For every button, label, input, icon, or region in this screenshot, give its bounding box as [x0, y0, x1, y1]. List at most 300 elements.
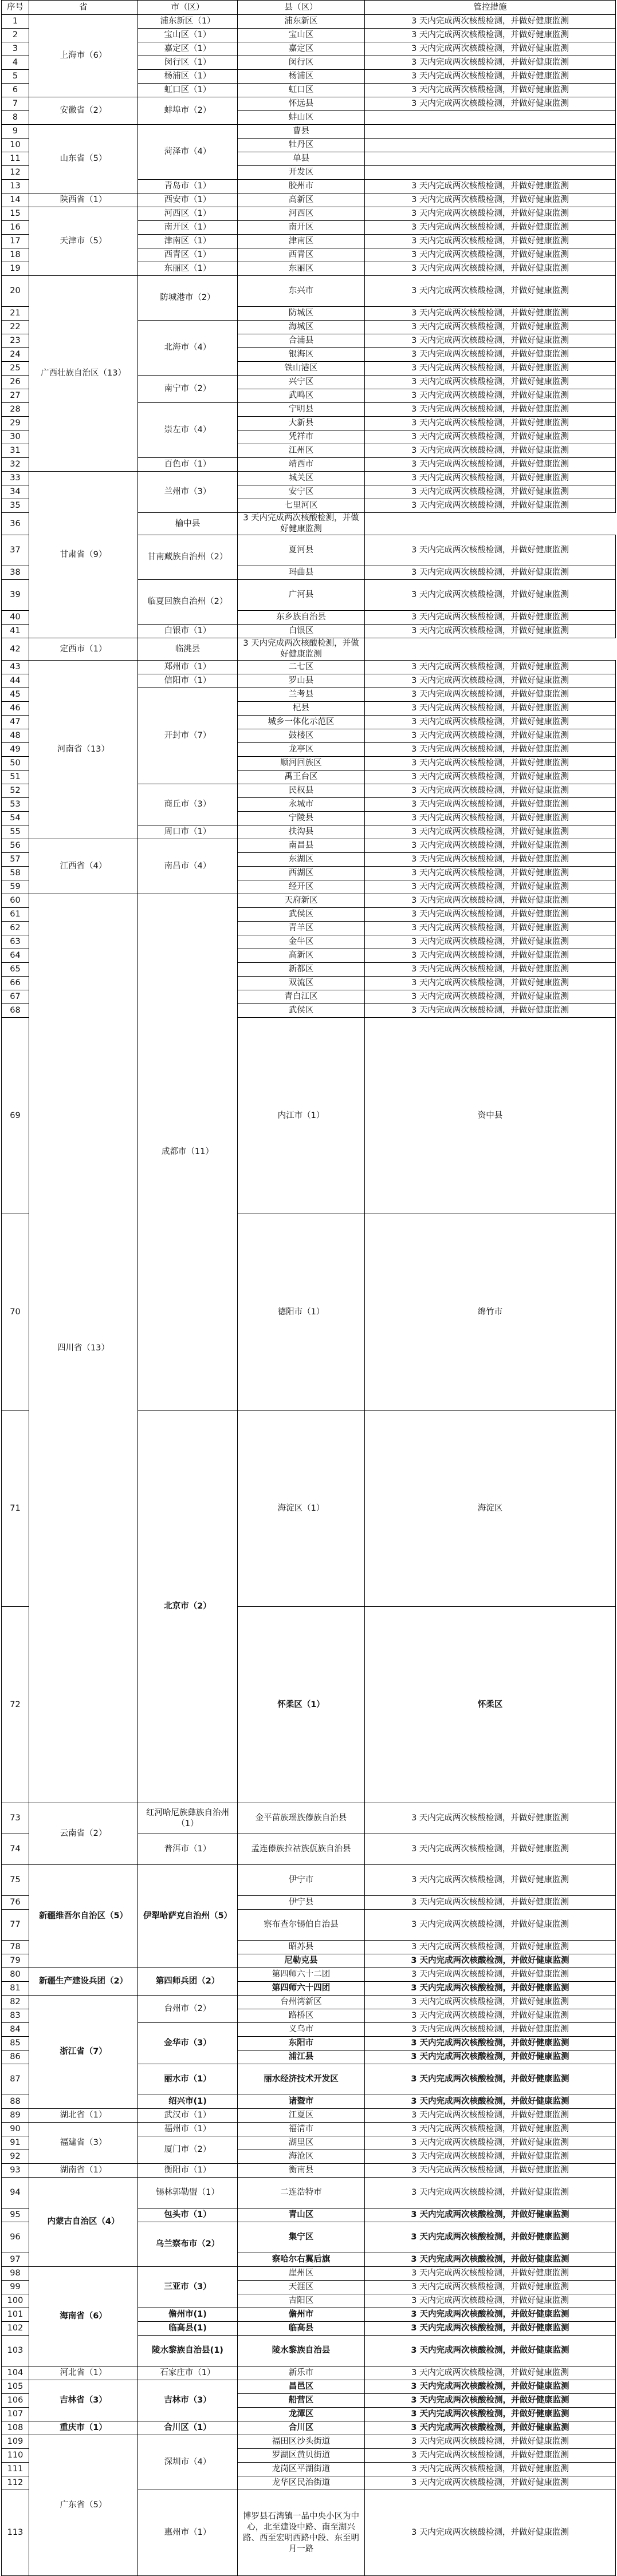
- table-cell: 东丽区（1）: [138, 262, 238, 276]
- table-cell: 3 天内完成两次核酸检测，并做好健康监测: [365, 321, 616, 334]
- row-index-cell: 91: [2, 2136, 29, 2150]
- table-cell: 3 天内完成两次核酸检测，并做好健康监测: [365, 757, 616, 771]
- row-index-cell: 62: [2, 922, 29, 935]
- table-cell: 3 天内完成两次核酸检测，并做好健康监测: [365, 2136, 616, 2150]
- row-index-cell: 76: [2, 1896, 29, 1910]
- row-index-cell: 42: [2, 638, 29, 661]
- row-index-cell: 56: [2, 839, 29, 853]
- table-cell: 七里河区: [238, 499, 365, 513]
- row-index-cell: 93: [2, 2164, 29, 2178]
- table-cell: 青白江区: [238, 990, 365, 1004]
- table-cell: 宁陵县: [238, 812, 365, 825]
- row-index-cell: 109: [2, 2435, 29, 2449]
- table-cell: 武侯区: [238, 1004, 365, 1018]
- table-cell: 合浦县: [238, 334, 365, 348]
- table-row: [2, 2178, 616, 2208]
- row-index-cell: 102: [2, 2322, 29, 2336]
- table-cell: [365, 125, 616, 139]
- table-cell: 青岛市（1）: [138, 180, 238, 193]
- row-index-cell: 49: [2, 743, 29, 757]
- table-row: [2, 125, 616, 139]
- table-cell: 定西市（1）: [29, 638, 138, 661]
- table-cell: 3 天内完成两次核酸检测，并做好健康监测: [365, 334, 616, 348]
- table-cell: 湖北省（1）: [29, 2109, 138, 2123]
- row-index-cell: 40: [2, 611, 29, 625]
- table-cell: 3 天内完成两次核酸检测，并做好健康监测: [365, 307, 616, 321]
- table-cell: 防城港市（2）: [138, 276, 238, 321]
- table-cell: 郑州市（1）: [138, 661, 238, 674]
- table-cell: 临夏回族自治州（2）: [138, 580, 238, 625]
- table-cell: 伊犁哈萨克自治州（5）: [138, 1865, 238, 1968]
- table-cell: 3 天内完成两次核酸检测，并做好健康监测: [365, 2064, 616, 2095]
- table-row: [2, 638, 616, 661]
- table-cell: 兴宁区: [238, 376, 365, 389]
- table-row: [2, 661, 616, 674]
- row-index-cell: 108: [2, 2421, 29, 2435]
- table-cell: 3 天内完成两次核酸检测，并做好健康监测: [365, 2281, 616, 2294]
- row-index-cell: 14: [2, 193, 29, 207]
- table-cell: 3 天内完成两次核酸检测，并做好健康监测: [365, 2009, 616, 2023]
- row-index-cell: 104: [2, 2366, 29, 2380]
- row-index-cell: 20: [2, 276, 29, 307]
- table-cell: 福建省（3）: [29, 2123, 138, 2164]
- row-index-cell: 72: [2, 1607, 29, 1803]
- table-cell: 龙岗区平湖街道: [238, 2463, 365, 2476]
- row-index-cell: 29: [2, 417, 29, 430]
- header-county: 县（区）: [238, 1, 365, 15]
- table-cell: 3 天内完成两次核酸检测，并做好健康监测: [365, 611, 616, 625]
- table-cell: 3 天内完成两次核酸检测，并做好健康监测: [365, 221, 616, 235]
- table-cell: 合川区（1）: [138, 2421, 238, 2435]
- table-cell: 怀柔区: [365, 1607, 616, 1803]
- row-index-cell: 30: [2, 430, 29, 444]
- table-cell: 察哈尔右翼后旗: [238, 2253, 365, 2267]
- table-cell: 红河哈尼族彝族自治州（1）: [138, 1803, 238, 1834]
- table-cell: 宝山区（1）: [138, 29, 238, 42]
- row-index-cell: 113: [2, 2490, 29, 2576]
- table-cell: 临洮县: [138, 638, 238, 661]
- table-cell: 南宁市（2）: [138, 376, 238, 403]
- table-cell: 防城区: [238, 307, 365, 321]
- table-row: [2, 1968, 616, 1982]
- table-cell: 海淀区（1）: [238, 1411, 365, 1607]
- table-cell: 3 天内完成两次核酸检测，并做好健康监测: [365, 2308, 616, 2322]
- row-index-cell: 95: [2, 2208, 29, 2222]
- table-cell: 河西区: [238, 207, 365, 221]
- table-cell: 3 天内完成两次核酸检测，并做好健康监测: [365, 922, 616, 935]
- table-row: [2, 193, 616, 207]
- table-cell: 合川区: [238, 2421, 365, 2435]
- table-cell: 3 天内完成两次核酸检测，并做好健康监测: [365, 2208, 616, 2222]
- table-cell: 罗湖区黄贝街道: [238, 2449, 365, 2463]
- table-cell: 3 天内完成两次核酸检测，并做好健康监测: [365, 674, 616, 688]
- table-cell: 城乡一体化示范区: [238, 716, 365, 729]
- row-index-cell: 32: [2, 458, 29, 472]
- table-cell: 云南省（2）: [29, 1803, 138, 1865]
- table-cell: 3 天内完成两次核酸检测，并做好健康监测: [365, 688, 616, 702]
- row-index-cell: 46: [2, 702, 29, 716]
- table-cell: 3 天内完成两次核酸检测，并做好健康监测: [365, 70, 616, 84]
- table-cell: 浦东新区: [238, 15, 365, 29]
- header-city: 市（区）: [138, 1, 238, 15]
- table-cell: 吉阳区: [238, 2294, 365, 2308]
- table-cell: 3 天内完成两次核酸检测，并做好健康监测: [365, 2380, 616, 2394]
- table-cell: 玛曲县: [238, 566, 365, 580]
- table-cell: 罗山县: [238, 674, 365, 688]
- table-cell: 临高县(1): [138, 2322, 238, 2336]
- table-cell: 3 天内完成两次核酸检测，并做好健康监测: [365, 2449, 616, 2463]
- table-cell: 杨浦区（1）: [138, 70, 238, 84]
- row-index-cell: 105: [2, 2380, 29, 2394]
- table-cell: 扶沟县: [238, 825, 365, 839]
- row-index-cell: 22: [2, 321, 29, 334]
- table-cell: 3 天内完成两次核酸检测，并做好健康监测: [365, 2463, 616, 2476]
- table-cell: 惠州市（1）: [138, 2490, 238, 2576]
- table-cell: 福田区沙头街道: [238, 2435, 365, 2449]
- table-cell: 3 天内完成两次核酸检测，并做好健康监测: [365, 2294, 616, 2308]
- table-cell: 3 天内完成两次核酸检测，并做好健康监测: [365, 2178, 616, 2208]
- row-index-cell: 31: [2, 444, 29, 458]
- table-cell: 丽水经济技术开发区: [238, 2064, 365, 2095]
- row-index-cell: 54: [2, 812, 29, 825]
- table-cell: 兰考县: [238, 688, 365, 702]
- table-cell: 武汉市（1）: [138, 2109, 238, 2123]
- table-cell: 榆中县: [138, 513, 238, 535]
- row-index-cell: 25: [2, 362, 29, 376]
- table-cell: 嘉定区（1）: [138, 42, 238, 56]
- table-cell: 四川省（13）: [29, 894, 138, 1803]
- table-cell: 海南省（6）: [29, 2267, 138, 2366]
- table-cell: 新疆生产建设兵团（2）: [29, 1968, 138, 1996]
- table-cell: 3 天内完成两次核酸检测，并做好健康监测: [365, 84, 616, 97]
- table-cell: 东湖区: [238, 853, 365, 867]
- table-cell: 东乡族自治县: [238, 611, 365, 625]
- row-index-cell: 88: [2, 2095, 29, 2109]
- table-cell: 第四师六十四团: [238, 1982, 365, 1996]
- table-cell: 绵竹市: [365, 1214, 616, 1411]
- table-cell: 陵水黎族自治县: [238, 2336, 365, 2366]
- table-cell: 3 天内完成两次核酸检测，并做好健康监测: [365, 2222, 616, 2253]
- header-measure: 管控措施: [365, 1, 616, 15]
- table-cell: 3 天内完成两次核酸检测，并做好健康监测: [365, 262, 616, 276]
- row-index-cell: 106: [2, 2394, 29, 2408]
- table-row: [2, 839, 616, 853]
- table-cell: 3 天内完成两次核酸检测，并做好健康监测: [365, 1968, 616, 1982]
- table-cell: 湖里区: [238, 2136, 365, 2150]
- row-index-cell: 77: [2, 1910, 29, 1941]
- table-cell: 开发区: [238, 166, 365, 180]
- table-cell: 西安市（1）: [138, 193, 238, 207]
- table-cell: 伊宁县: [238, 1896, 365, 1910]
- table-cell: 金平苗族瑶族傣族自治县: [238, 1803, 365, 1834]
- row-index-cell: 39: [2, 580, 29, 611]
- control-measures-table: [1, 0, 616, 2576]
- row-index-cell: 38: [2, 566, 29, 580]
- table-cell: 白银区: [238, 625, 365, 638]
- table-cell: 3 天内完成两次核酸检测，并做好健康监测: [365, 2150, 616, 2164]
- row-index-cell: 96: [2, 2222, 29, 2253]
- table-cell: 成都市（11）: [138, 894, 238, 1411]
- table-cell: 河南省（13）: [29, 661, 138, 839]
- table-cell: 二连浩特市: [238, 2178, 365, 2208]
- row-index-cell: 17: [2, 235, 29, 248]
- table-cell: 3 天内完成两次核酸检测，并做好健康监测: [365, 348, 616, 362]
- table-cell: 广河县: [238, 580, 365, 611]
- table-cell: 金牛区: [238, 935, 365, 949]
- row-index-cell: 92: [2, 2150, 29, 2164]
- table-cell: 禹王台区: [238, 771, 365, 784]
- table-cell: 金华市（3）: [138, 2023, 238, 2064]
- table-cell: 德阳市（1）: [238, 1214, 365, 1411]
- table-cell: 3 天内完成两次核酸检测，并做好健康监测: [365, 798, 616, 812]
- table-row: [2, 2421, 616, 2435]
- table-cell: 龙华区民治街道: [238, 2476, 365, 2490]
- table-cell: 3 天内完成两次核酸检测，并做好健康监测: [365, 2421, 616, 2435]
- table-cell: 周口市（1）: [138, 825, 238, 839]
- table-row: [2, 2123, 616, 2136]
- table-cell: 3 天内完成两次核酸检测，并做好健康监测: [365, 716, 616, 729]
- table-cell: 3 天内完成两次核酸检测，并做好健康监测: [365, 2037, 616, 2050]
- table-row: [2, 472, 616, 485]
- table-cell: 3 天内完成两次核酸检测，并做好健康监测: [365, 729, 616, 743]
- row-index-cell: 69: [2, 1018, 29, 1214]
- table-cell: 宝山区: [238, 29, 365, 42]
- table-cell: 甘南藏族自治州（2）: [138, 535, 238, 580]
- row-index-cell: 59: [2, 880, 29, 894]
- table-cell: 3 天内完成两次核酸检测，并做好健康监测: [365, 389, 616, 403]
- table-cell: [365, 139, 616, 152]
- table-cell: 兰州市（3）: [138, 472, 238, 513]
- table-cell: 铁山港区: [238, 362, 365, 376]
- row-index-cell: 61: [2, 908, 29, 922]
- table-cell: 永城市: [238, 798, 365, 812]
- table-cell: 3 天内完成两次核酸检测，并做好健康监测: [365, 743, 616, 757]
- table-cell: 闵行区: [238, 56, 365, 70]
- table-cell: 虹口区: [238, 84, 365, 97]
- table-cell: 3 天内完成两次核酸检测，并做好健康监测: [365, 977, 616, 990]
- table-cell: 3 天内完成两次核酸检测，并做好健康监测: [365, 580, 616, 611]
- table-cell: 3 天内完成两次核酸检测，并做好健康监测: [365, 702, 616, 716]
- table-cell: 3 天内完成两次核酸检测，并做好健康监测: [365, 15, 616, 29]
- table-cell: 3 天内完成两次核酸检测，并做好健康监测: [365, 2050, 616, 2064]
- table-cell: 3 天内完成两次核酸检测，并做好健康监测: [365, 894, 616, 908]
- row-index-cell: 53: [2, 798, 29, 812]
- table-cell: 3 天内完成两次核酸检测，并做好健康监测: [365, 2322, 616, 2336]
- row-index-cell: 5: [2, 70, 29, 84]
- table-cell: 南昌市（4）: [138, 839, 238, 894]
- table-cell: 广西壮族自治区（13）: [29, 276, 138, 472]
- table-cell: 宁明县: [238, 403, 365, 417]
- table-cell: 3 天内完成两次核酸检测，并做好健康监测: [365, 2366, 616, 2380]
- table-cell: 第四师兵团（2）: [138, 1968, 238, 1996]
- table-row: [2, 97, 616, 111]
- table-cell: 3 天内完成两次核酸检测，并做好健康监测: [365, 771, 616, 784]
- row-index-cell: 33: [2, 472, 29, 485]
- row-index-cell: 57: [2, 853, 29, 867]
- table-header: [2, 1, 616, 15]
- table-cell: 河北省（1）: [29, 2366, 138, 2380]
- table-row: [2, 207, 616, 221]
- table-cell: 浙江省（7）: [29, 1996, 138, 2109]
- table-cell: [365, 111, 616, 125]
- row-index-cell: 107: [2, 2408, 29, 2421]
- table-cell: [365, 152, 616, 166]
- table-cell: 3 天内完成两次核酸检测，并做好健康监测: [365, 949, 616, 963]
- table-cell: 北海市（4）: [138, 321, 238, 376]
- table-cell: 虹口区（1）: [138, 84, 238, 97]
- table-cell: 龙潭区: [238, 2408, 365, 2421]
- row-index-cell: 82: [2, 1996, 29, 2009]
- table-row: [2, 1803, 616, 1834]
- row-index-cell: 70: [2, 1214, 29, 1411]
- table-cell: 3 天内完成两次核酸检测，并做好健康监测: [365, 1941, 616, 1954]
- table-cell: 新疆维吾尔自治区（5）: [29, 1865, 138, 1968]
- table-cell: 吉林省（3）: [29, 2380, 138, 2421]
- row-index-cell: 60: [2, 894, 29, 908]
- table-cell: 3 天内完成两次核酸检测，并做好健康监测: [365, 29, 616, 42]
- row-index-cell: 66: [2, 977, 29, 990]
- table-cell: 3 天内完成两次核酸检测，并做好健康监测: [365, 2123, 616, 2136]
- table-cell: 单县: [238, 152, 365, 166]
- row-index-cell: 36: [2, 513, 29, 535]
- table-cell: 普洱市（1）: [138, 1834, 238, 1865]
- table-cell: 经开区: [238, 880, 365, 894]
- table-cell: 浦江县: [238, 2050, 365, 2064]
- table-cell: 3 天内完成两次核酸检测，并做好健康监测: [365, 193, 616, 207]
- table-cell: 闵行区（1）: [138, 56, 238, 70]
- row-index-cell: 43: [2, 661, 29, 674]
- table-cell: 内蒙古自治区（4）: [29, 2178, 138, 2267]
- table-cell: 3 天内完成两次核酸检测，并做好健康监测: [365, 908, 616, 922]
- table-cell: 3 天内完成两次核酸检测，并做好健康监测: [365, 207, 616, 221]
- table-row: [2, 2435, 616, 2449]
- table-cell: 3 天内完成两次核酸检测，并做好健康监测: [365, 180, 616, 193]
- table-cell: 南开区: [238, 221, 365, 235]
- table-cell: 伊宁市: [238, 1865, 365, 1896]
- row-index-cell: 10: [2, 139, 29, 152]
- table-cell: 东阳市: [238, 2037, 365, 2050]
- row-index-cell: 45: [2, 688, 29, 702]
- table-cell: 开封市（7）: [138, 688, 238, 784]
- row-index-cell: 112: [2, 2476, 29, 2490]
- row-index-cell: 41: [2, 625, 29, 638]
- table-cell: 3 天内完成两次核酸检测，并做好健康监测: [365, 248, 616, 262]
- table-cell: 3 天内完成两次核酸检测，并做好健康监测: [365, 853, 616, 867]
- table-row: [2, 2366, 616, 2380]
- table-cell: 怀柔区（1）: [238, 1607, 365, 1803]
- row-index-cell: 71: [2, 1411, 29, 1607]
- header-row: [2, 1, 616, 15]
- table-cell: 天府新区: [238, 894, 365, 908]
- table-cell: 3 天内完成两次核酸检测，并做好健康监测: [365, 990, 616, 1004]
- table-row: [2, 2164, 616, 2178]
- row-index-cell: 81: [2, 1982, 29, 1996]
- table-row: [2, 2109, 616, 2123]
- table-cell: 包头市（1）: [138, 2208, 238, 2222]
- row-index-cell: 48: [2, 729, 29, 743]
- table-cell: 甘肃省（9）: [29, 472, 138, 638]
- table-cell: 杞县: [238, 702, 365, 716]
- table-cell: 3 天内完成两次核酸检测，并做好健康监测: [365, 661, 616, 674]
- table-cell: 西青区（1）: [138, 248, 238, 262]
- table-cell: 上海市（6）: [29, 15, 138, 97]
- table-cell: 西青区: [238, 248, 365, 262]
- table-cell: 津南区（1）: [138, 235, 238, 248]
- table-cell: 3 天内完成两次核酸检测，并做好健康监测: [365, 2490, 616, 2576]
- table-cell: 临高县: [238, 2322, 365, 2336]
- table-cell: 乌兰察布市（2）: [138, 2222, 238, 2267]
- table-cell: 嘉定区: [238, 42, 365, 56]
- table-cell: 集宁区: [238, 2222, 365, 2253]
- table-cell: 3 天内完成两次核酸检测，并做好健康监测: [365, 1896, 616, 1910]
- row-index-cell: 65: [2, 963, 29, 977]
- table-cell: 二七区: [238, 661, 365, 674]
- table-cell: 百色市（1）: [138, 458, 238, 472]
- row-index-cell: 13: [2, 180, 29, 193]
- row-index-cell: 64: [2, 949, 29, 963]
- row-index-cell: 23: [2, 334, 29, 348]
- table-cell: 龙亭区: [238, 743, 365, 757]
- row-index-cell: 28: [2, 403, 29, 417]
- row-index-cell: 8: [2, 111, 29, 125]
- table-cell: 民权县: [238, 784, 365, 798]
- row-index-cell: 44: [2, 674, 29, 688]
- table-cell: 3 天内完成两次核酸检测，并做好健康监测: [365, 2394, 616, 2408]
- table-cell: 3 天内完成两次核酸检测，并做好健康监测: [365, 880, 616, 894]
- table-cell: 靖西市: [238, 458, 365, 472]
- table-cell: 3 天内完成两次核酸检测，并做好健康监测: [365, 2164, 616, 2178]
- table-cell: 3 天内完成两次核酸检测，并做好健康监测: [365, 2336, 616, 2366]
- table-cell: 崖州区: [238, 2267, 365, 2281]
- table-cell: 义乌市: [238, 2023, 365, 2037]
- row-index-cell: 83: [2, 2009, 29, 2023]
- table-cell: 3 天内完成两次核酸检测，并做好健康监测: [365, 417, 616, 430]
- table-cell: 3 天内完成两次核酸检测，并做好健康监测: [365, 499, 616, 513]
- header-index: 序号: [2, 1, 29, 15]
- table-cell: 3 天内完成两次核酸检测，并做好健康监测: [365, 812, 616, 825]
- table-cell: 3 天内完成两次核酸检测，并做好健康监测: [365, 2253, 616, 2267]
- table-cell: 3 天内完成两次核酸检测，并做好健康监测: [365, 867, 616, 880]
- row-index-cell: 68: [2, 1004, 29, 1018]
- table-cell: 3 天内完成两次核酸检测，并做好健康监测: [365, 535, 616, 566]
- table-cell: 曹县: [238, 125, 365, 139]
- row-index-cell: 110: [2, 2449, 29, 2463]
- table-cell: 绍兴市(1): [138, 2095, 238, 2109]
- table-cell: 青羊区: [238, 922, 365, 935]
- table-cell: 商丘市（3）: [138, 784, 238, 825]
- table-cell: 厦门市（2）: [138, 2136, 238, 2164]
- table-cell: 高新区: [238, 949, 365, 963]
- table-cell: 石家庄市（1）: [138, 2366, 238, 2380]
- table-cell: 昭苏县: [238, 1941, 365, 1954]
- row-index-cell: 74: [2, 1834, 29, 1865]
- table-cell: 3 天内完成两次核酸检测，并做好健康监测: [365, 935, 616, 949]
- table-cell: 新都区: [238, 963, 365, 977]
- table-cell: 浦东新区（1）: [138, 15, 238, 29]
- table-cell: 三亚市（3）: [138, 2267, 238, 2308]
- table-cell: 第四师六十二团: [238, 1968, 365, 1982]
- row-index-cell: 18: [2, 248, 29, 262]
- table-cell: 3 天内完成两次核酸检测，并做好健康监测: [365, 97, 616, 111]
- table-cell: 3 天内完成两次核酸检测，并做好健康监测: [365, 825, 616, 839]
- table-cell: 杨浦区: [238, 70, 365, 84]
- row-index-cell: 78: [2, 1941, 29, 1954]
- table-cell: 天津市（5）: [29, 207, 138, 276]
- table-cell: 白银市（1）: [138, 625, 238, 638]
- table-row: [2, 2267, 616, 2281]
- row-index-cell: 24: [2, 348, 29, 362]
- row-index-cell: 100: [2, 2294, 29, 2308]
